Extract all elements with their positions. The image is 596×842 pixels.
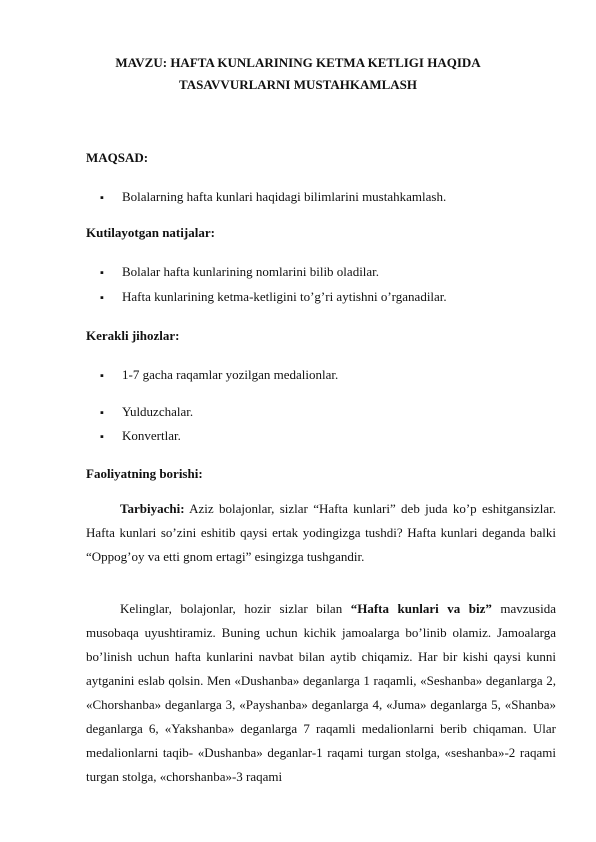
intro-text: Aziz bolajonlar, sizlar “Hafta kunlari” deb juda ko’p eshitgansizlar. Hafta kunlari so’zini eshitib qaysi ertak yodingizga tushdi? Hafta kunlari deganda balki “Oppog’oy va etti gnom ertagi” esingizga tushgandir. <box>86 501 556 564</box>
activity-text-rest: mavzusida musobaqa uyushtiramiz. Buning uchun kichik jamoalarga bo’linib olamiz. Jamoalarga bo’linish uchun hafta kunlarini navbat bilan aytib chiqamiz. Har bir kishi qaysi kunni aytganini eslab qolsin. Men «Dushanba» deganlarga 1 raqamli, «Seshanba» deganlarga 2, «Chorshanba» deganlarga 3, «Payshanba» deganlarga 4, «Juma» deganlarga 5, «Shanba» deganlarga 6, «Yakshanba» deganlarga 7 raqamli medalionlarni berib chiqaman. Ular medalionlarni taqib- «Dushanba» deganlar-1 raqami turgan stolga, «seshanba»-2 raqami turgan stolga, «chorshanba»-3 raqami <box>86 601 556 784</box>
outcomes-item <box>100 289 447 305</box>
materials-item <box>100 404 193 420</box>
paragraph-activity <box>86 597 556 789</box>
activity-text-start: Kelinglar, bolajonlar, hozir sizlar bilan <box>120 601 351 616</box>
bullet-icon: ▪ <box>100 267 104 279</box>
outcomes-heading: Kutilayotgan natijalar: <box>86 225 215 240</box>
document-title <box>60 52 536 96</box>
goal-heading: MAQSAD: <box>86 150 149 165</box>
bullet-icon: ▪ <box>100 192 104 204</box>
outcomes-item <box>100 264 379 280</box>
materials-item <box>100 428 181 444</box>
outcomes-item-text: Hafta kunlarining ketma-ketligini to’g’ri aytishni o’rganadilar. <box>122 289 447 304</box>
materials-heading: Kerakli jihozlar: <box>86 328 180 343</box>
paragraph-intro <box>86 497 556 569</box>
bullet-icon: ▪ <box>100 370 104 382</box>
materials-item <box>100 367 338 383</box>
teacher-label: Tarbiyachi: <box>120 501 185 516</box>
materials-item-text: 1-7 gacha raqamlar yozilgan medalionlar. <box>122 367 339 382</box>
materials-item-text: Konvertlar. <box>122 428 181 443</box>
goal-item <box>100 189 446 205</box>
goal-item-text: Bolalarning hafta kunlari haqidagi bilimlarini mustahkamlash. <box>122 189 447 204</box>
bullet-icon: ▪ <box>100 407 104 419</box>
materials-item-text: Yulduzchalar. <box>122 404 194 419</box>
title-line-1: MAVZU: HAFTA KUNLARINING KETMA KETLIGI HAQIDA <box>115 55 481 70</box>
activity-topic: “Hafta kunlari va biz” <box>350 601 492 616</box>
outcomes-item-text: Bolalar hafta kunlarining nomlarini bilib oladilar. <box>122 264 380 279</box>
bullet-icon: ▪ <box>100 292 104 304</box>
bullet-icon: ▪ <box>100 431 104 443</box>
title-line-2: TASAVVURLARNI MUSTAHKAMLASH <box>179 77 417 92</box>
process-heading: Faoliyatning borishi: <box>86 466 203 481</box>
